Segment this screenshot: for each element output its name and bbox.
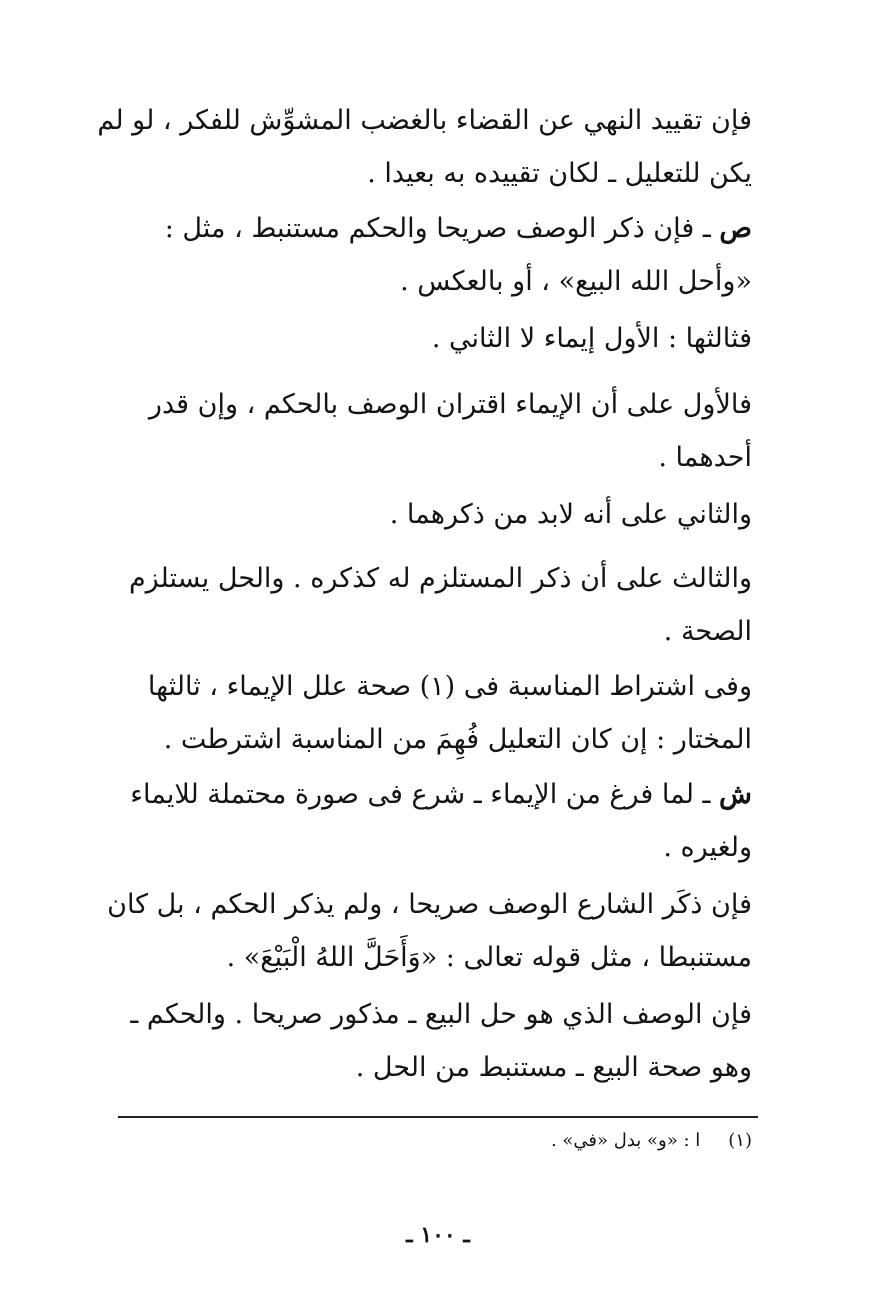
text-line: المختار : إن كان التعليل فُهِمَ من المناسبة اشترطت .	[163, 724, 752, 755]
paragraph-4	[80, 378, 752, 484]
section-label: ش	[719, 779, 752, 810]
footnote	[551, 1126, 752, 1156]
text-line: فالأول على أن الإيماء اقتران الوصف بالحكم ، وإن قدر	[148, 389, 752, 420]
text-line: الصحة .	[663, 616, 752, 647]
paragraph-5	[80, 488, 752, 541]
text-span: ـ لما فرغ من الإيماء ـ شرع فى صورة محتملة للايماء	[130, 779, 711, 810]
paragraph-6	[80, 552, 752, 658]
footnote-number: (١)	[728, 1130, 752, 1151]
paragraph-10	[80, 988, 752, 1094]
text-line: يكن للتعليل ـ لكان تقييده به بعيدا .	[367, 158, 752, 189]
text-line	[80, 768, 752, 821]
paragraph-9	[80, 878, 752, 984]
text-line	[80, 202, 752, 255]
paragraph-1	[80, 94, 752, 200]
text-line: أحدهما .	[658, 442, 752, 473]
footnote-divider	[118, 1116, 758, 1118]
text-line: مستنبطا ، مثل قوله تعالى : «وَأَحَلَّ اللهُ الْبَيْعَ» .	[226, 942, 752, 973]
paragraph-7	[80, 660, 752, 766]
text-line: والثالث على أن ذكر المستلزم له كذكره . والحل يستلزم	[128, 563, 752, 594]
text-line: «وأحل الله البيع» ، أو بالعكس .	[400, 266, 752, 297]
text-line: ولغيره .	[663, 832, 752, 863]
text-line: وفى اشتراط المناسبة فى (١) صحة علل الإيماء ، ثالثها	[147, 671, 752, 702]
paragraph-3	[80, 312, 752, 365]
text-span: ـ فإن ذكر الوصف صريحا والحكم مستنبط ، مثل :	[164, 213, 711, 244]
section-label: ص	[719, 213, 752, 244]
footnote-text: ا : «و» بدل «في» .	[550, 1130, 701, 1151]
text-line: والثاني على أنه لابد من ذكرهما .	[389, 499, 752, 530]
text-line: فإن الوصف الذي هو حل البيع ـ مذكور صريحا . والحكم ـ	[130, 999, 752, 1030]
paragraph-2	[80, 202, 752, 308]
text-line: فإن تقييد النهي عن القضاء بالغضب المشوِّش للفكر ، لو لم	[97, 105, 752, 136]
page-number: ـ ١٠٠ ـ	[406, 1222, 470, 1248]
paragraph-8	[80, 768, 752, 874]
text-line: وهو صحة البيع ـ مستنبط من الحل .	[355, 1052, 752, 1083]
text-line: فإن ذكَر الشارع الوصف صريحا ، ولم يذكر الحكم ، بل كان	[107, 889, 752, 920]
text-line: فثالثها : الأول إيماء لا الثاني .	[431, 323, 752, 354]
